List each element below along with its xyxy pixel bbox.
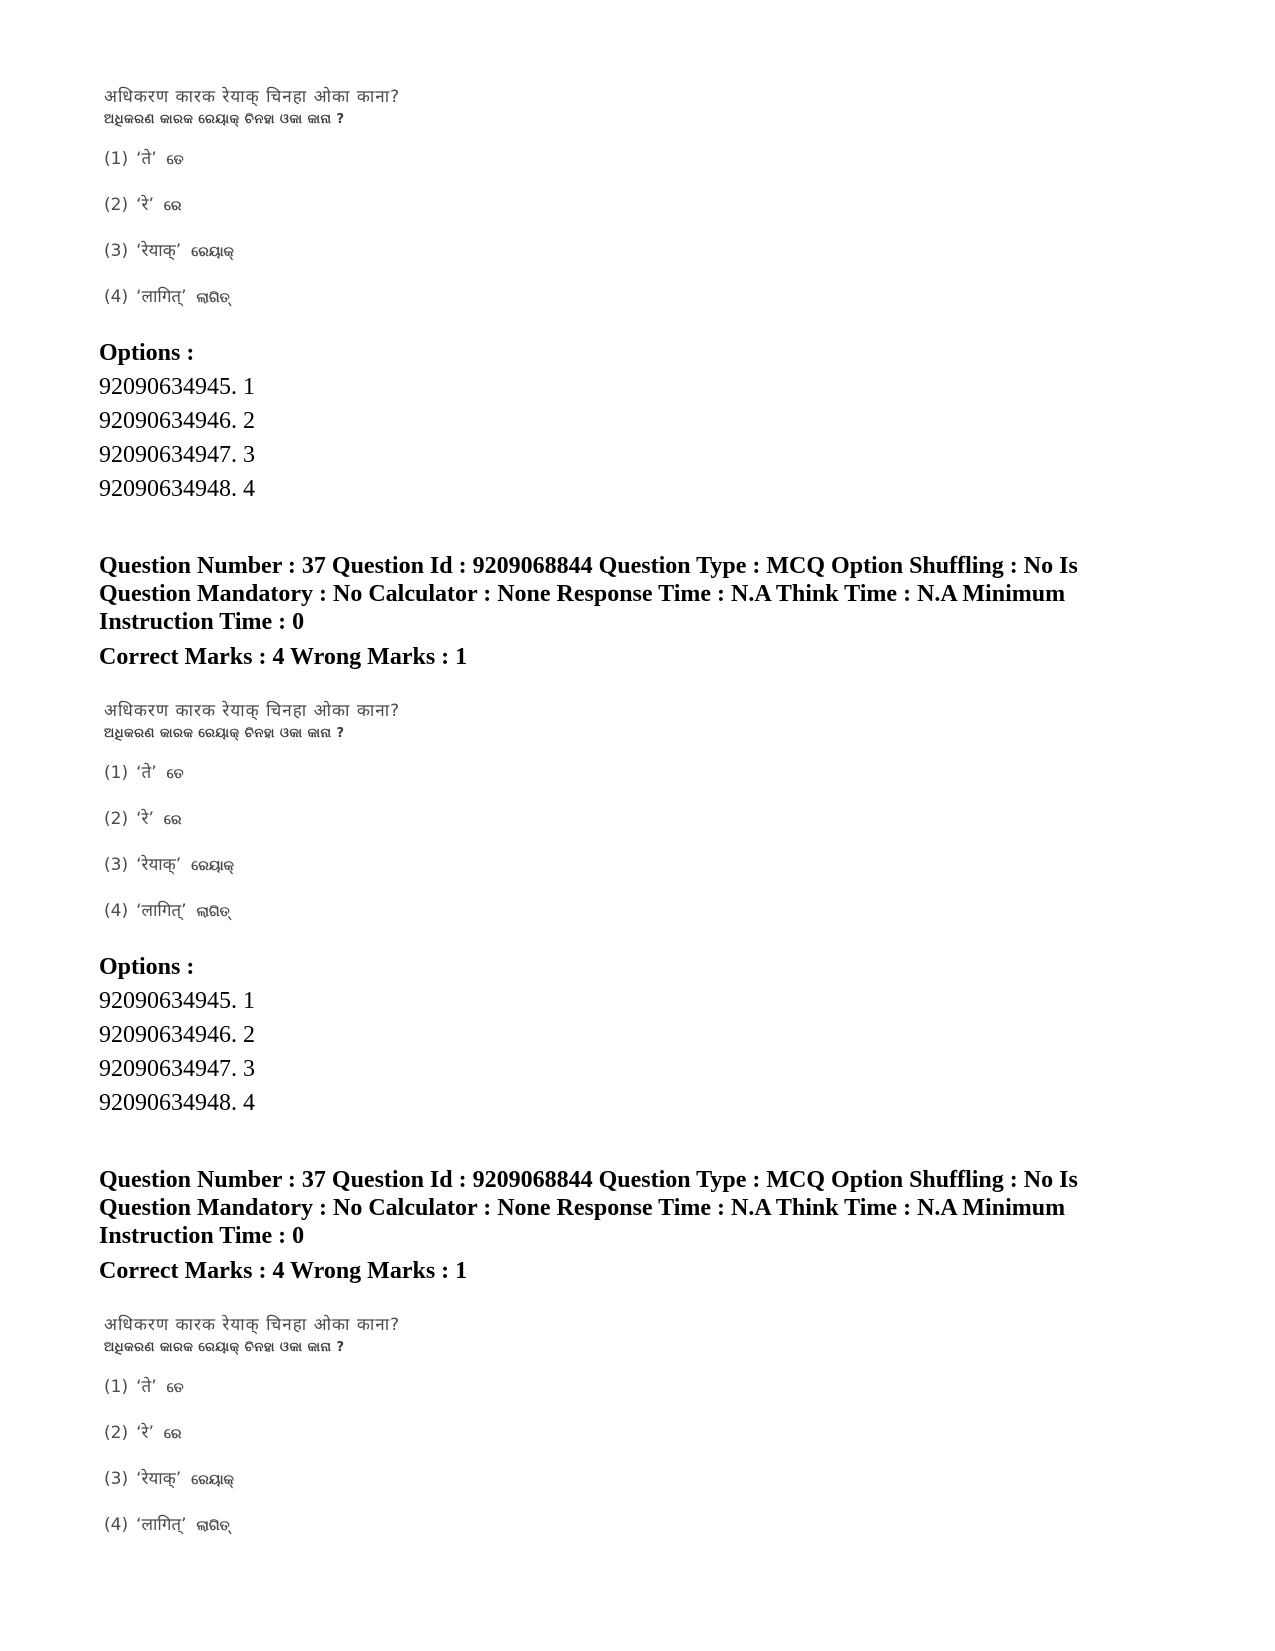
image-option: (1) ‘ते’ ତେ [104, 149, 184, 169]
image-option: (2) ‘रे’ ରେ [104, 195, 182, 215]
options-label: Options : [99, 954, 195, 980]
option-item: 92090634946. 2 [99, 408, 255, 434]
question-image [100, 1312, 480, 1542]
question-odia-text: ଅଧିକରଣ କାରକ ରେୟାକ୍ ଚିନହା ଓକା କାନା ? [104, 112, 345, 127]
question-header-line: Question Number : 37 Question Id : 9209068844 Question Type : MCQ Option Shuffling : No Is [99, 1167, 1078, 1193]
question-odia-text: ଅଧିକରଣ କାରକ ରେୟାକ୍ ଚିନହା ଓକା କାନା ? [104, 726, 345, 741]
option-item: 92090634945. 1 [99, 374, 255, 400]
question-hindi-text: अधिकरण कारक रेयाक् चिनहा ओका काना? [104, 1315, 401, 1335]
option-item: 92090634945. 1 [99, 988, 255, 1014]
question-hindi-text: अधिकरण कारक रेयाक् चिनहा ओका काना? [104, 701, 401, 721]
image-option: (3) ‘रेयाक्’ ରେୟାକ୍ [104, 241, 234, 261]
image-option: (1) ‘ते’ ତେ [104, 1377, 184, 1397]
option-item: 92090634948. 4 [99, 476, 255, 502]
question-header-line: Question Number : 37 Question Id : 9209068844 Question Type : MCQ Option Shuffling : No Is [99, 553, 1078, 579]
image-option: (4) ‘लागित्’ ଲାଗିତ୍ [104, 287, 230, 307]
question-image [100, 84, 480, 314]
image-option: (3) ‘रेयाक्’ ରେୟାକ୍ [104, 855, 234, 875]
option-item: 92090634948. 4 [99, 1090, 255, 1116]
image-option: (4) ‘लागित्’ ଲାଗିତ୍ [104, 901, 230, 921]
image-option: (1) ‘ते’ ତେ [104, 763, 184, 783]
options-section [99, 950, 255, 1120]
image-option: (2) ‘रे’ ରେ [104, 809, 182, 829]
marks-line: Correct Marks : 4 Wrong Marks : 1 [99, 1258, 468, 1284]
image-option: (2) ‘रे’ ରେ [104, 1423, 182, 1443]
option-item: 92090634947. 3 [99, 442, 255, 468]
question-odia-text: ଅଧିକରଣ କାରକ ରେୟାକ୍ ଚିନହା ଓକା କାନା ? [104, 1340, 345, 1355]
options-section [99, 336, 255, 506]
question-image [100, 698, 480, 928]
question-header [99, 1166, 1179, 1250]
option-item: 92090634946. 2 [99, 1022, 255, 1048]
question-header-line: Question Mandatory : No Calculator : None Response Time : N.A Think Time : N.A Minimum [99, 1195, 1066, 1221]
question-header-line: Instruction Time : 0 [99, 1223, 305, 1249]
marks-line: Correct Marks : 4 Wrong Marks : 1 [99, 644, 468, 670]
option-item: 92090634947. 3 [99, 1056, 255, 1082]
options-label: Options : [99, 340, 195, 366]
image-option: (3) ‘रेयाक्’ ରେୟାକ୍ [104, 1469, 234, 1489]
question-header-line: Question Mandatory : No Calculator : None Response Time : N.A Think Time : N.A Minimum [99, 581, 1066, 607]
question-hindi-text: अधिकरण कारक रेयाक् चिनहा ओका काना? [104, 87, 401, 107]
question-header-line: Instruction Time : 0 [99, 609, 305, 635]
image-option: (4) ‘लागित्’ ଲାଗିତ୍ [104, 1515, 230, 1535]
question-header [99, 552, 1179, 636]
